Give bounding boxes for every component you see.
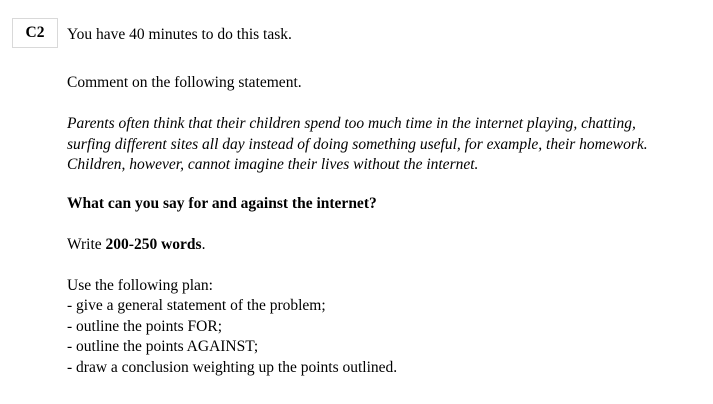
question: What can you say for and against the internet? [67,195,377,212]
plan-list [67,296,397,378]
plan-item: - outline the points AGAINST; [67,338,259,355]
plan-item: - outline the points FOR; [67,317,222,335]
task-intro: You have 40 minutes to do this task. [67,26,292,43]
task-code: C2 [25,24,45,41]
statement-line: surfing different sites all day instead of doing something useful, for example, their homework. [67,135,648,153]
word-count: 200-250 words [105,236,202,253]
task-code-box [12,18,58,48]
statement [67,114,648,176]
plan-item: - give a general statement of the problem; [67,297,326,314]
write-prefix: Write [67,236,106,253]
plan-title: Use the following plan: [67,277,213,294]
comment-instruction: Comment on the following statement. [67,74,302,91]
statement-line: Parents often think that their children spend too much time in the internet playing, chatting, [67,115,636,132]
write-suffix: . [201,236,206,253]
plan-item: - draw a conclusion weighting up the points outlined. [67,358,398,376]
write-instruction [67,235,205,255]
statement-line: Children, however, cannot imagine their lives without the internet. [67,156,479,173]
